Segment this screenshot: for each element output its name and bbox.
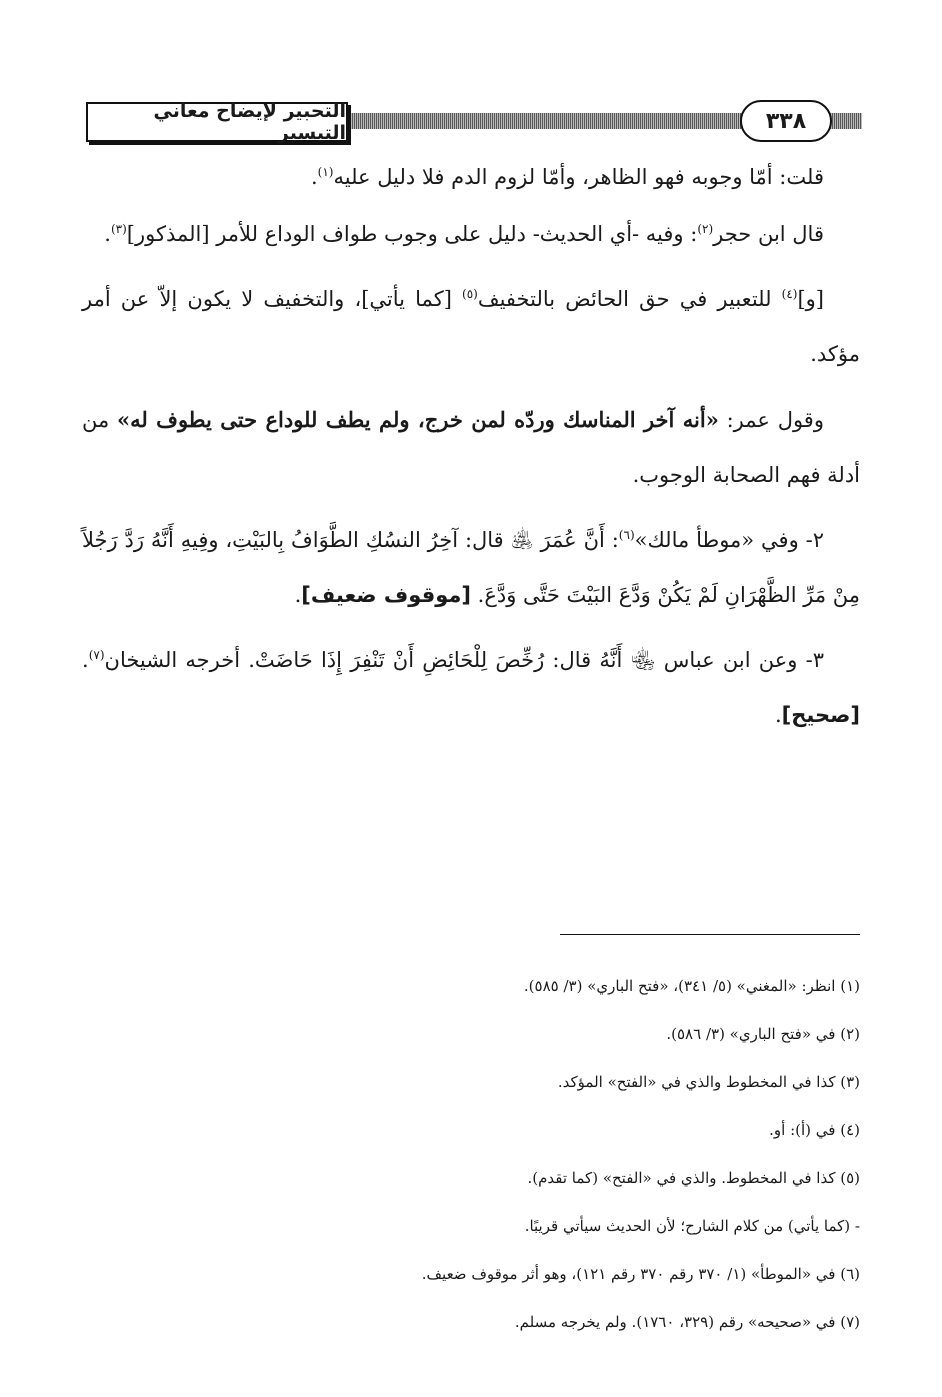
footnote-separator [560, 934, 860, 935]
footnote-ref-7: (٧) [88, 648, 105, 662]
paragraph-5-end: . [294, 583, 302, 607]
header-decorative-band [342, 113, 742, 129]
paragraph-3-text-c: [كما يأتي]، والتخفيف لا يكون إلاّ عن أمر مؤكد. [82, 287, 860, 366]
umar-quote: «أنه آخر المناسك وردّه لمن خرج، ولم يطف للوداع حتى يطوف له» [117, 407, 719, 432]
paragraph-2-text-b: : وفيه -أي الحديث- دليل على وجوب طواف الوداع للأمر [المذكور] [126, 222, 698, 246]
paragraph-3 [82, 272, 860, 382]
paragraph-3-text-b: للتعبير في حق الحائض بالتخفيف [477, 287, 782, 311]
footnote-ref-1: (١) [317, 165, 334, 179]
footnote-2: (٢) في «فتح الباري» (٣/ ٥٨٦). [666, 1025, 860, 1043]
paragraph-4-text-b: من أدلة فهم الصحابة الوجوب. [82, 408, 860, 487]
paragraph-6-text-a: ٣- وعن ابن عباس ﵄ أَنَّهُ قال: رُخِّصَ لِلْحَائِضِ أَنْ تَنْفِرَ إِذَا حَاضَتْ. أخرجه الشيخان [104, 648, 824, 672]
hadith-grade-mawquf-daif: [موقوف ضعيف] [301, 583, 471, 607]
footnote-6: (٦) في «الموطأ» (١/ ٣٧٠ رقم ٣٧٠ رقم ١٢١)، وهو أثر موقوف ضعيف. [421, 1265, 860, 1283]
header-decorative-band-end [830, 113, 862, 129]
paragraph-1 [82, 150, 860, 205]
paragraph-5-text-b: : أَنَّ عُمَرَ ﵁ قال: آخِرُ النسُكِ الطَّوَافُ بِالبَيْتِ، وفِيهِ أَنَّهُ رَدَّ رَجُلاً مِنْ مَرِّ الظَّهْرَانِ لَمْ يَكُنْ وَدَّعَ البَيْتَ حَتَّى وَدَّعَ. [82, 528, 860, 607]
footnote-ref-5: (٥) [462, 287, 478, 301]
paragraph-3-text-a: [و] [797, 287, 824, 311]
footnote-3: (٣) كذا في المخطوط والذي في «الفتح» المؤكد. [557, 1073, 860, 1091]
running-header [82, 96, 862, 146]
paragraph-1-text: قلت: أمّا وجوبه فهو الظاهر، وأمّا لزوم الدم فلا دليل عليه [333, 165, 824, 189]
paragraph-2-end: . [104, 222, 111, 246]
page-number: ٣٣٨ [740, 100, 832, 142]
footnote-5-note: - (كما يأتي) من كلام الشارح؛ لأن الحديث سيأتي قريبًا. [524, 1217, 860, 1235]
footnote-ref-2: (٢) [697, 222, 714, 236]
footnote-ref-6: (٦) [618, 528, 635, 542]
footnote-7: (٧) في «صحيحه» رقم (٣٢٩، ١٧٦٠). ولم يخرجه مسلم. [514, 1313, 860, 1331]
paragraph-4-text-a: وقول عمر: [718, 408, 824, 432]
footnote-ref-3: (٣) [110, 222, 127, 236]
paragraph-2 [82, 207, 860, 262]
footnote-ref-4: (٤) [781, 287, 798, 301]
paragraph-5 [82, 513, 860, 623]
footnote-5: (٥) كذا في المخطوط. والذي في «الفتح» (كما تقدم). [527, 1169, 860, 1187]
footnote-4: (٤) في (أ): أو. [769, 1121, 860, 1139]
paragraph-5-text-a: ٢- وفي «موطأ مالك» [634, 528, 824, 552]
main-text [82, 150, 860, 753]
paragraph-6 [82, 633, 860, 743]
paragraph-2-text-a: قال ابن حجر [713, 222, 824, 246]
paragraph-4 [82, 392, 860, 503]
paragraph-1-end: . [310, 165, 318, 189]
book-title: التحبير لإيضاح معاني التيسير [86, 102, 348, 142]
paragraph-6-end: . [774, 703, 782, 727]
footnotes [82, 962, 860, 1346]
hadith-grade-sahih: [صحيح] [781, 703, 860, 727]
footnote-1: (١) انظر: «المغني» (٥/ ٣٤١)، «فتح الباري» (٣/ ٥٨٥). [523, 977, 860, 995]
paragraph-6-text-b: . [82, 648, 89, 672]
